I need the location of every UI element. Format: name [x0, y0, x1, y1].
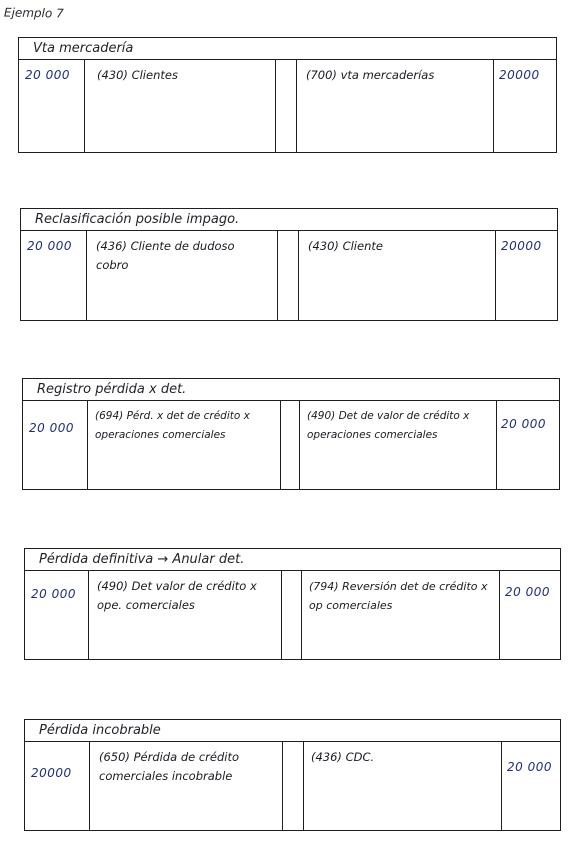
credit-account: (490) Det de valor de crédito x operaciones comerciales [307, 410, 470, 441]
column-divider [298, 231, 299, 320]
column-divider [275, 60, 276, 152]
entry-title: Pérdida definitiva → Anular det. [24, 548, 561, 570]
journal-entry [22, 378, 560, 490]
column-divider [496, 401, 497, 489]
journal-entry [20, 208, 558, 321]
journal-entry [24, 548, 561, 660]
credit-account: (430) Cliente [308, 239, 383, 253]
debit-amount: 20 000 [25, 68, 70, 82]
credit-account: (436) CDC. [311, 750, 375, 764]
credit-account: (700) vta mercaderías [306, 68, 435, 82]
column-divider [88, 571, 89, 659]
entry-title: Reclasificación posible impago. [20, 208, 558, 230]
entry-title: Registro pérdida x det. [22, 378, 560, 400]
credit-amount: 20000 [501, 239, 542, 253]
entry-title: Pérdida incobrable [24, 719, 561, 741]
entry-title: Vta mercadería [18, 37, 557, 59]
debit-amount: 20 000 [27, 239, 72, 253]
column-divider [499, 571, 500, 659]
column-divider [277, 231, 278, 320]
journal-entry [18, 37, 557, 153]
page-title: Ejemplo 7 [3, 5, 64, 21]
debit-account: (490) Det valor de crédito x ope. comerciales [97, 579, 257, 612]
debit-account: (694) Pérd. x det de crédito x operaciones comerciales [95, 410, 250, 441]
column-divider [281, 571, 282, 659]
debit-account: (436) Cliente de dudoso cobro [96, 239, 235, 272]
credit-amount: 20 000 [501, 417, 546, 431]
credit-amount: 20 000 [507, 760, 552, 774]
column-divider [303, 742, 304, 830]
debit-amount: 20 000 [31, 587, 76, 601]
column-divider [301, 571, 302, 659]
debit-amount: 20 000 [29, 421, 74, 435]
column-divider [495, 231, 496, 320]
column-divider [280, 401, 281, 489]
column-divider [501, 742, 502, 830]
entry-body [18, 59, 557, 153]
column-divider [89, 742, 90, 830]
debit-amount: 20000 [31, 766, 72, 780]
column-divider [299, 401, 300, 489]
column-divider [86, 231, 87, 320]
entry-body [24, 741, 561, 831]
journal-entry [24, 719, 561, 831]
credit-amount: 20000 [499, 68, 540, 82]
entry-body [20, 230, 558, 321]
entry-body [22, 400, 560, 490]
credit-amount: 20 000 [505, 585, 550, 599]
entry-body [24, 570, 561, 660]
debit-account: (430) Clientes [97, 68, 178, 82]
column-divider [282, 742, 283, 830]
debit-account: (650) Pérdida de crédito comerciales incobrable [99, 750, 240, 783]
column-divider [493, 60, 494, 152]
column-divider [87, 401, 88, 489]
column-divider [84, 60, 85, 152]
credit-account: (794) Reversión det de crédito x op comerciales [309, 580, 488, 612]
column-divider [296, 60, 297, 152]
